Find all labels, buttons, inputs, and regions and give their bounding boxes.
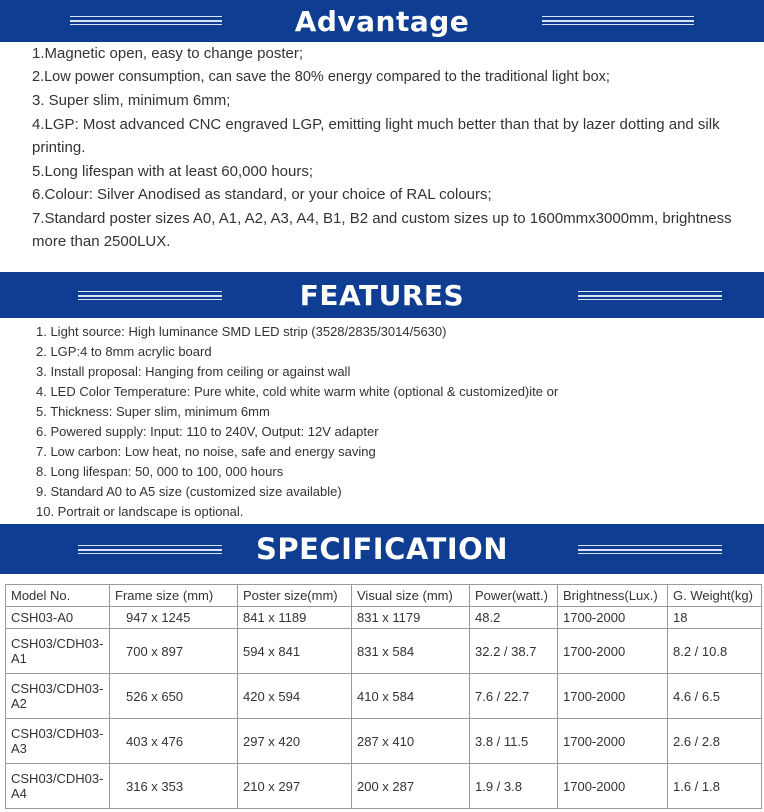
feature-item: 3. Install proposal: Hanging from ceiling or against wall bbox=[36, 364, 351, 379]
cell-weight: 8.2 / 10.8 bbox=[668, 629, 762, 674]
advantage-title: Advantage bbox=[294, 4, 470, 38]
header-visual-size: Visual size (mm) bbox=[352, 585, 470, 607]
features-title: FEATURES bbox=[299, 278, 465, 312]
advantage-item: 4.LGP: Most advanced CNC engraved LGP, emitting light much better than that by lazer dotting and silk printing. bbox=[32, 115, 720, 156]
specification-table bbox=[5, 584, 762, 809]
cell-visual-size: 200 x 287 bbox=[352, 764, 470, 809]
cell-poster-size: 594 x 841 bbox=[238, 629, 352, 674]
advantage-item: 3. Super slim, minimum 6mm; bbox=[32, 92, 231, 109]
cell-power: 32.2 / 38.7 bbox=[470, 629, 558, 674]
cell-model: CSH03/CDH03-A1 bbox=[6, 629, 110, 674]
cell-visual-size: 831 x 584 bbox=[352, 629, 470, 674]
cell-poster-size: 210 x 297 bbox=[238, 764, 352, 809]
cell-frame-size: 316 x 353 bbox=[110, 764, 238, 809]
table-header-row bbox=[6, 585, 762, 607]
advantage-list bbox=[32, 42, 752, 254]
header-frame-size: Frame size (mm) bbox=[110, 585, 238, 607]
decor-lines-left bbox=[70, 16, 222, 25]
cell-visual-size: 287 x 410 bbox=[352, 719, 470, 764]
specification-title: SPECIFICATION bbox=[255, 532, 509, 566]
feature-item: 5. Thickness: Super slim, minimum 6mm bbox=[36, 404, 270, 419]
cell-poster-size: 841 x 1189 bbox=[238, 607, 352, 629]
decor-lines-left bbox=[78, 545, 222, 554]
feature-item: 2. LGP:4 to 8mm acrylic board bbox=[36, 344, 212, 359]
specification-banner bbox=[0, 524, 764, 574]
cell-brightness: 1700-2000 bbox=[558, 719, 668, 764]
header-brightness: Brightness(Lux.) bbox=[558, 585, 668, 607]
decor-lines-right bbox=[578, 291, 722, 300]
cell-poster-size: 420 x 594 bbox=[238, 674, 352, 719]
cell-frame-size: 947 x 1245 bbox=[110, 607, 238, 629]
header-weight: G. Weight(kg) bbox=[668, 585, 762, 607]
cell-poster-size: 297 x 420 bbox=[238, 719, 352, 764]
cell-power: 7.6 / 22.7 bbox=[470, 674, 558, 719]
cell-power: 1.9 / 3.8 bbox=[470, 764, 558, 809]
decor-lines-right bbox=[578, 545, 722, 554]
feature-item: 7. Low carbon: Low heat, no noise, safe and energy saving bbox=[36, 444, 376, 459]
cell-model: CSH03/CDH03-A2 bbox=[6, 674, 110, 719]
advantage-item: 6.Colour: Silver Anodised as standard, or your choice of RAL colours; bbox=[32, 186, 492, 203]
features-banner bbox=[0, 272, 764, 318]
cell-weight: 18 bbox=[668, 607, 762, 629]
header-model: Model No. bbox=[6, 585, 110, 607]
cell-weight: 4.6 / 6.5 bbox=[668, 674, 762, 719]
cell-visual-size: 410 x 584 bbox=[352, 674, 470, 719]
decor-lines-right bbox=[542, 16, 694, 25]
table-row bbox=[6, 764, 762, 809]
table-row bbox=[6, 674, 762, 719]
cell-brightness: 1700-2000 bbox=[558, 629, 668, 674]
cell-power: 48.2 bbox=[470, 607, 558, 629]
features-list bbox=[36, 322, 756, 522]
feature-item: 1. Light source: High luminance SMD LED strip (3528/2835/3014/5630) bbox=[36, 324, 447, 339]
table-row bbox=[6, 629, 762, 674]
advantage-item: 2.Low power consumption, can save the 80% energy compared to the traditional light box; bbox=[32, 68, 610, 85]
feature-item: 8. Long lifespan: 50, 000 to 100, 000 hours bbox=[36, 464, 284, 479]
cell-brightness: 1700-2000 bbox=[558, 674, 668, 719]
feature-item: 10. Portrait or landscape is optional. bbox=[36, 504, 244, 519]
cell-weight: 1.6 / 1.8 bbox=[668, 764, 762, 809]
header-power: Power(watt.) bbox=[470, 585, 558, 607]
decor-lines-left bbox=[78, 291, 222, 300]
feature-item: 6. Powered supply: Input: 110 to 240V, Output: 12V adapter bbox=[36, 424, 379, 439]
cell-frame-size: 700 x 897 bbox=[110, 629, 238, 674]
cell-frame-size: 403 x 476 bbox=[110, 719, 238, 764]
feature-item: 4. LED Color Temperature: Pure white, cold white warm white (optional & customized)ite or bbox=[36, 384, 559, 399]
cell-model: CSH03/CDH03-A4 bbox=[6, 764, 110, 809]
cell-visual-size: 831 x 1179 bbox=[352, 607, 470, 629]
table-row bbox=[6, 719, 762, 764]
feature-item: 9. Standard A0 to A5 size (customized size available) bbox=[36, 484, 342, 499]
header-poster-size: Poster size(mm) bbox=[238, 585, 352, 607]
cell-frame-size: 526 x 650 bbox=[110, 674, 238, 719]
cell-power: 3.8 / 11.5 bbox=[470, 719, 558, 764]
cell-model: CSH03-A0 bbox=[6, 607, 110, 629]
cell-brightness: 1700-2000 bbox=[558, 607, 668, 629]
advantage-item: 5.Long lifespan with at least 60,000 hours; bbox=[32, 162, 314, 180]
table-row bbox=[6, 607, 762, 629]
advantage-item: 7.Standard poster sizes A0, A1, A2, A3, A4, B1, B2 and custom sizes up to 1600mmx3000mm, brightness more than 2500LUX. bbox=[32, 209, 732, 250]
cell-weight: 2.6 / 2.8 bbox=[668, 719, 762, 764]
cell-brightness: 1700-2000 bbox=[558, 764, 668, 809]
cell-model: CSH03/CDH03-A3 bbox=[6, 719, 110, 764]
advantage-banner bbox=[0, 0, 764, 42]
advantage-item: 1.Magnetic open, easy to change poster; bbox=[32, 45, 304, 62]
